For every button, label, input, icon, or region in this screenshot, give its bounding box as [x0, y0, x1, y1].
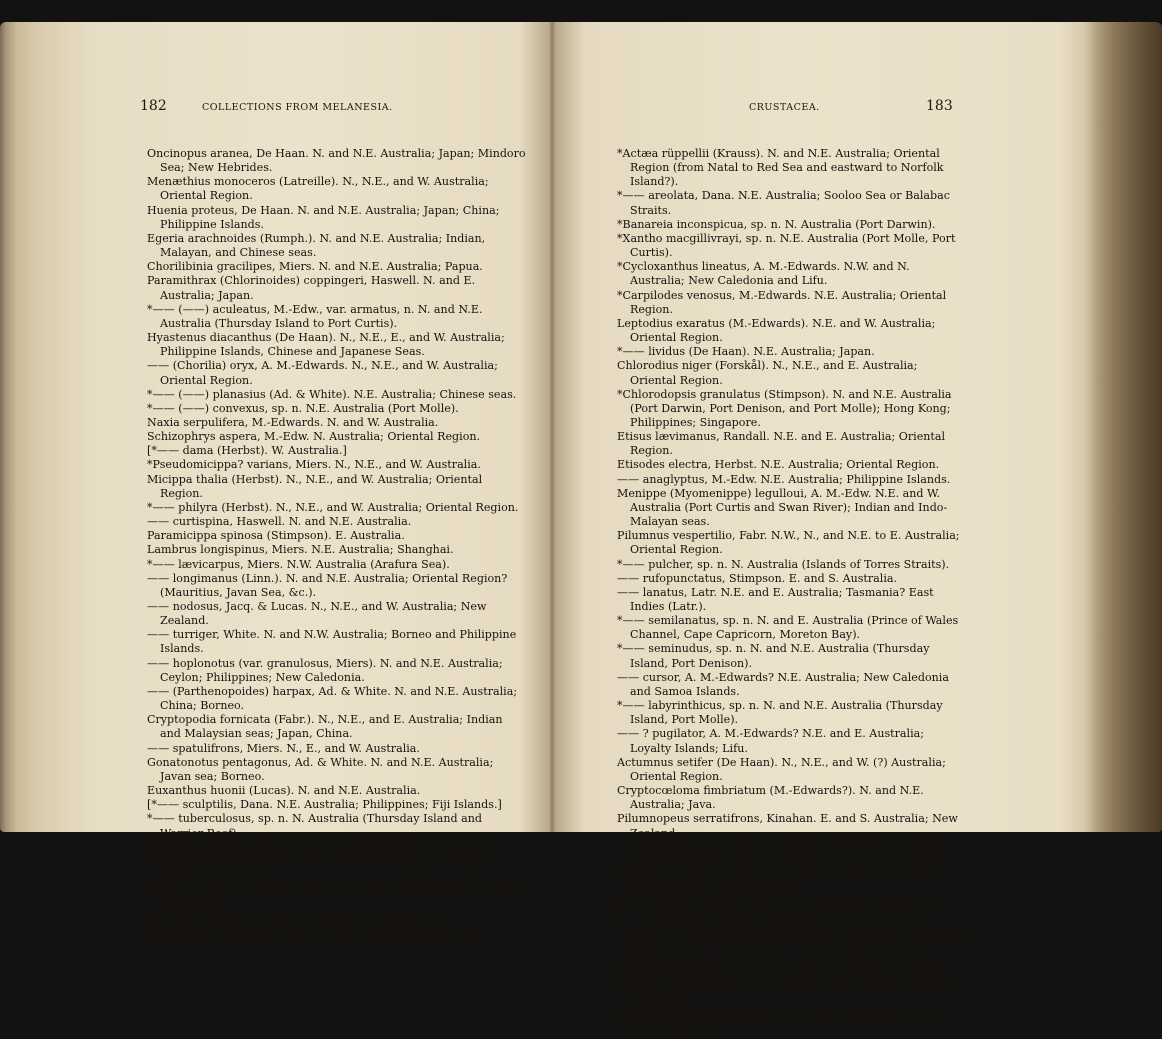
species-entry: Etisus lævimanus, Randall. N.E. and E. Australia; Oriental Region.: [617, 430, 946, 458]
species-entry: *Xantho macgillivrayi, sp. n. N.E. Australia (Port Molle, Port Curtis).: [617, 231, 956, 260]
species-entry: *—— (Amphitrite) hastatoides (Fabricius). N. and N.W. Australia (Friday Island, Arafura Sea); Indian Ocean, Hong Kong, &c.: [617, 911, 963, 953]
species-entry: *Cycloxanthus lineatus, A. M.-Edwards. N.W. and N. Australia; New Caledonia and Lifu.: [617, 260, 910, 288]
species-entry: Cryptocœloma fimbriatum (M.-Edwards?). N. and N.E. Australia; Java.: [617, 784, 924, 812]
species-entry: Achelous granulatus (M.-Edwards). N. and N.E. Australia; Oriental Region.: [617, 953, 943, 982]
species-entry: Huenia proteus, De Haan. N. and N.E. Australia; Japan; China; Philippine Islands.: [147, 203, 500, 231]
species-entry: *—— (——) planasius (Ad. & White). N.E. Australia; Chinese seas.: [147, 387, 517, 401]
right-entry-list: [610, 147, 966, 1039]
species-entry: —— rufopunctatus, Stimpson. E. and S. Australia.: [617, 571, 898, 585]
species-entry: *Banareia inconspicua, sp. n. N. Australia (Port Darwin).: [617, 217, 936, 231]
species-entry: *—— lævicarpus, Miers. N.W. Australia (Arafura Sea).: [147, 557, 450, 571]
species-entry: —— spatulifrons, Miers. N., E., and W. Australia.: [147, 741, 420, 755]
species-entry: *—— areolata, Dana. N.E. Australia; Sooloo Sea or Balabac Straits.: [617, 189, 950, 217]
running-head-left: COLLECTIONS FROM MELANESIA.: [202, 102, 393, 113]
species-entry: Etisodes electra, Herbst. N.E. Australia; Oriental Region.: [617, 458, 940, 472]
species-entry: Atergatis floridus, Linn. N., N.E., and W. Australia; Oriental Region.: [147, 854, 481, 882]
species-entry: Chorilibinia gracilipes, Miers. N. and N.E. Australia; Papua.: [147, 260, 483, 274]
running-head-right: CRUSTACEA.: [749, 102, 820, 113]
species-entry: Hyastenus diacanthus (De Haan). N., N.E., E., and W. Australia; Philippine Islands, Chinese and Japanese Seas.: [147, 331, 505, 359]
species-entry: *Galene granulata, sp. n. N. Australia (Port Darwin).: [147, 911, 442, 925]
species-entry: Gonatonotus pentagonus, Ad. & White. N. and N.E. Australia; Javan sea; Borneo.: [147, 755, 494, 783]
species-entry: *Carpilodes venosus, M.-Edwards. N.E. Australia; Oriental Region.: [617, 288, 947, 316]
species-entry: —— longimanus (Linn.). N. and N.E. Australia; Oriental Region? (Mauritius, Javan Sea, &c.).: [147, 571, 508, 599]
species-entry: —— hoplonotus (var. granulosus, Miers). N. and N.E. Australia; Ceylon; Philippines; New Caledonia.: [147, 656, 503, 684]
species-entry: [*—— armatus, A. M.-Edwards. W. Australia, Shark Bay.]: [617, 897, 935, 911]
open-book: [0, 22, 1162, 1038]
species-entry: *Thalamita admete (Herbst). N.W., N.E., and E. Australia; Oriental Region.: [617, 1010, 941, 1038]
species-entry: *—— semilanatus, sp. n. N. and E. Australia (Prince of Wales Channel, Cape Capricorn, Moreton Bay).: [617, 614, 959, 642]
species-entry: Cryptopodia fornicata (Fabr.). N., N.E., and E. Australia; Indian and Malaysian seas; Japan, China.: [147, 713, 503, 741]
species-entry: —— (Chorilia) oryx, A. M.-Edwards. N., N.E., and W. Australia; Oriental Region.: [147, 359, 498, 387]
species-entry: Leptodius exaratus (M.-Edwards). N.E. and W. Australia; Oriental Region.: [617, 316, 936, 345]
species-entry: Pilumnopeus serratifrons, Kinahan. E. and S. Australia; New Zealand.: [617, 812, 958, 840]
species-entry: —— lanatus, Latr. N.E. and E. Australia; Tasmania? East Indies (Latr.).: [617, 585, 934, 613]
species-entry: *Hypocœlus punctatus, sp. n. N. Australia (Thursday Island).: [147, 840, 490, 854]
species-entry: Pilumnus vespertilio, Fabr. N.W., N., and N.E. to E. Australia; Oriental Region.: [617, 529, 960, 557]
species-entry: —— cursor, A. M.-Edwards? N.E. Australia; New Caledonia and Samoa Islands.: [617, 670, 949, 698]
species-entry: Micippa thalia (Herbst). N., N.E., and W. Australia; Oriental Region.: [147, 472, 483, 500]
species-entry: Ozius guttatus (var. speciosus, Hilgendorf). N.E. Australia; Oriental Region.: [617, 840, 947, 868]
species-entry: [*—— dama (Herbst). W. Australia.]: [147, 444, 347, 458]
species-entry: Lophozozymus epheliticus, Linn. N.W., N.E., and E. Australia; Java; Philippines.: [147, 883, 524, 911]
species-entry: —— (Parthenopoides) harpax, Ad. & White. N. and N.E. Australia; China; Borneo.: [147, 684, 518, 713]
species-entry: *—— seminudus, sp. n. N. and N.E. Australia (Thursday Island, Port Denison).: [617, 642, 930, 670]
species-entry: Lambrus longispinus, Miers. N.E. Australia; Shanghai.: [147, 543, 454, 557]
species-entry: Euxanthus huonii (Lucas). N. and N.E. Australia.: [147, 784, 421, 798]
species-entry: —— curtispina, Haswell. N. and N.E. Australia.: [147, 515, 412, 529]
species-entry: *—— (——) aculeatus, M.-Edw., var. armatus, n. N. and N.E. Australia (Thursday Island to Port Curtis).: [147, 302, 483, 330]
species-entry: *—— pulcher, sp. n. N. Australia (Islands of Torres Straits).: [617, 557, 950, 571]
species-entry: *Chlorodopsis granulatus (Stimpson). N. and N.E. Australia (Port Darwin, Port Denison, and Port Molle); Hong Kong; Philippines; Singapore.: [617, 387, 952, 429]
species-entry: [*—— sculptilis, Dana. N.E. Australia; Philippines; Fiji Islands.]: [147, 798, 502, 812]
species-entry: Paramicippa spinosa (Stimpson). E. Australia.: [147, 529, 405, 543]
species-entry: Actumnus setifer (De Haan). N., N.E., and W. (?) Australia; Oriental Region.: [617, 755, 946, 783]
species-entry: *—— (——) convexus, sp. n. N.E. Australia (Port Molle).: [147, 401, 459, 415]
left-entry-list: [140, 147, 526, 940]
species-entry: Menæthius monoceros (Latreille). N., N.E., and W. Australia; Oriental Region.: [147, 175, 489, 203]
species-entry: *—— lividus (De Haan). N.E. Australia; Japan.: [617, 345, 875, 359]
species-entry: —— anaglyptus, M.-Edw. N.E. Australia; Philippine Islands.: [617, 472, 951, 486]
species-entry: Neptunus pelagicus (Linn.). N., N.E., E., and W. Australia; New Zealand; Oriental Region.: [617, 868, 943, 897]
species-entry: Chlorodius niger (Forskål). N., N.E., and E. Australia; Oriental Region.: [617, 359, 918, 387]
species-entry: Oncinopus aranea, De Haan. N. and N.E. Australia; Japan; Mindoro Sea; New Hebrides.: [147, 147, 526, 175]
species-entry: Naxia serpulifera, M.-Edwards. N. and W. Australia.: [147, 415, 439, 429]
species-entry: *—— tuberculosus, sp. n. N. Australia (Thursday Island and Warrior Reef).: [147, 812, 482, 840]
species-entry: —— ? pugilator, A. M.-Edwards? N.E. and E. Australia; Loyalty Islands; Lifu.: [617, 727, 924, 755]
page-number-right: 183: [926, 98, 953, 114]
species-entry: Egeria arachnoides (Rumph.). N. and N.E. Australia; Indian, Malayan, and Chinese seas.: [147, 231, 486, 260]
species-entry: —— turriger, White. N. and N.W. Australia; Borneo and Philippine Islands.: [147, 628, 517, 656]
species-entry: Schizophrys aspera, M.-Edw. N. Australia; Oriental Region.: [147, 430, 481, 444]
species-entry: —— nodosus, Jacq. & Lucas. N., N.E., and W. Australia; New Zealand.: [147, 600, 487, 628]
species-entry: *—— ——, var. unispinosus, n. N. Australia (Prince of Wales Channel).: [617, 982, 952, 1010]
species-entry: *—— labyrinthicus, sp. n. N. and N.E. Australia (Thursday Island, Port Molle).: [617, 699, 943, 727]
species-entry: *Halimede? coppingeri, sp. n. N.W. Australia (Arafura Sea).: [147, 925, 481, 939]
species-entry: *—— philyra (Herbst). N., N.E., and W. Australia; Oriental Region.: [147, 500, 519, 514]
page-number-left: 182: [140, 98, 167, 114]
species-entry: Menippe (Myomenippe) legulloui, A. M.-Edw. N.E. and W. Australia (Port Curtis and Swan River); Indian and Indo-Malayan seas.: [617, 486, 948, 529]
species-entry: Paramithrax (Chlorinoides) coppingeri, Haswell. N. and E. Australia; Japan.: [147, 274, 476, 302]
species-entry: *Actæa rüppellii (Krauss). N. and N.E. Australia; Oriental Region (from Natal to Red Sea and eastward to Norfolk Island?).: [617, 147, 944, 189]
species-entry: *Pseudomicippa? varians, Miers. N., N.E., and W. Australia.: [147, 458, 481, 472]
